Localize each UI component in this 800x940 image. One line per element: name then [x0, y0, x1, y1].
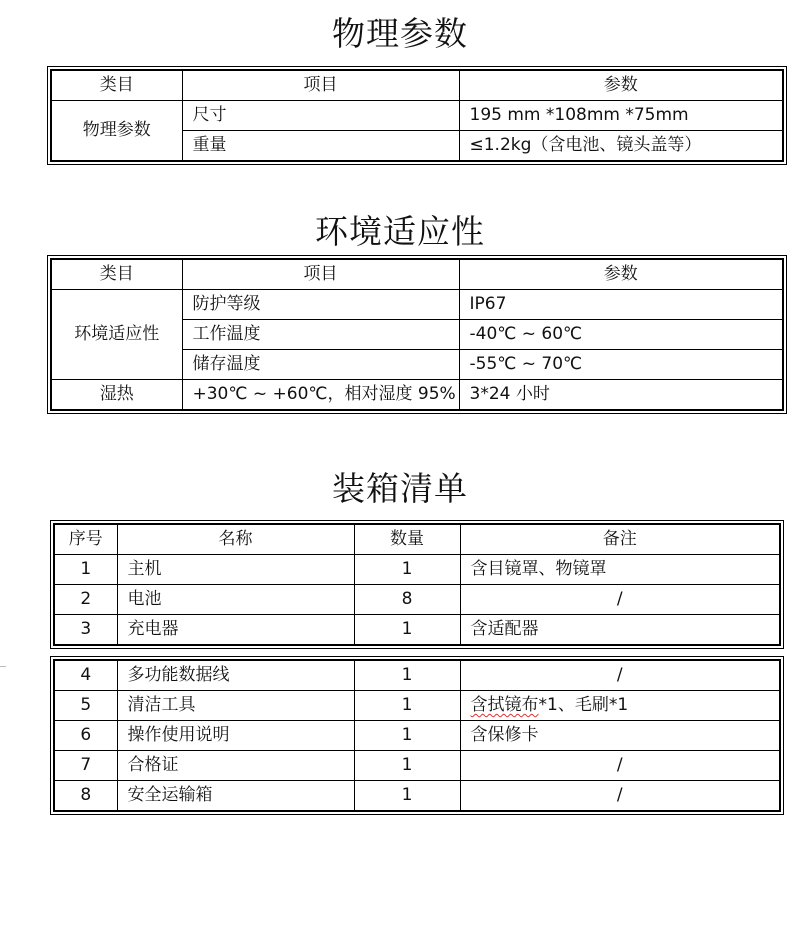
table-row — [54, 781, 780, 812]
physical-table — [47, 66, 787, 165]
item-cell: 储存温度 — [182, 350, 459, 380]
no-cell: 7 — [54, 751, 117, 781]
note-cell: / — [460, 751, 780, 781]
physical-title: 物理参数 — [332, 14, 468, 53]
value-cell: 3*24 小时 — [459, 380, 783, 411]
note-cell: 含目镜罩、物镜罩 — [460, 555, 780, 585]
table-row — [51, 380, 783, 411]
header-category: 类目 — [51, 70, 182, 101]
item-cell: 重量 — [182, 131, 459, 162]
table-row — [54, 615, 780, 646]
name-cell: 操作使用说明 — [117, 721, 354, 751]
category-cell: 环境适应性 — [51, 290, 182, 380]
header-no: 序号 — [54, 524, 117, 555]
qty-cell: 8 — [354, 585, 460, 615]
category-cell: 湿热 — [51, 380, 182, 411]
qty-cell: 1 — [354, 691, 460, 721]
qty-cell: 1 — [354, 615, 460, 646]
no-cell: 8 — [54, 781, 117, 812]
table-header-row — [54, 524, 780, 555]
name-cell: 安全运输箱 — [117, 781, 354, 812]
spellcheck-underlined-text: 含拭镜布 — [470, 695, 539, 715]
item-cell: 工作温度 — [182, 320, 459, 350]
header-note: 备注 — [460, 524, 780, 555]
packing-title: 装箱清单 — [332, 469, 468, 508]
no-cell: 4 — [54, 660, 117, 691]
packing-table-part-2 — [50, 656, 784, 815]
value-cell: -40℃ ~ 60℃ — [459, 320, 783, 350]
no-cell: 1 — [54, 555, 117, 585]
header-value: 参数 — [459, 70, 783, 101]
qty-cell: 1 — [354, 660, 460, 691]
packing-table-part-1 — [50, 520, 784, 649]
qty-cell: 1 — [354, 781, 460, 812]
environment-title: 环境适应性 — [315, 212, 485, 251]
no-cell: 5 — [54, 691, 117, 721]
name-cell: 合格证 — [117, 751, 354, 781]
table-row — [54, 691, 780, 721]
qty-cell: 1 — [354, 555, 460, 585]
table-row — [54, 751, 780, 781]
note-cell: / — [460, 585, 780, 615]
name-cell: 电池 — [117, 585, 354, 615]
name-cell: 主机 — [117, 555, 354, 585]
value-cell: ≤1.2kg（含电池、镜头盖等） — [459, 131, 783, 162]
note-cell: / — [460, 660, 780, 691]
table-row — [54, 660, 780, 691]
value-cell: -55℃ ~ 70℃ — [459, 350, 783, 380]
header-value: 参数 — [459, 259, 783, 290]
value-cell: IP67 — [459, 290, 783, 320]
category-cell: 物理参数 — [51, 101, 182, 162]
header-item: 项目 — [182, 259, 459, 290]
note-cell: / — [460, 781, 780, 812]
table-header-row — [51, 70, 783, 101]
name-cell: 充电器 — [117, 615, 354, 646]
note-cell: 含保修卡 — [460, 721, 780, 751]
no-cell: 3 — [54, 615, 117, 646]
qty-cell: 1 — [354, 721, 460, 751]
table-row — [54, 721, 780, 751]
header-qty: 数量 — [354, 524, 460, 555]
table-row — [54, 585, 780, 615]
item-cell: 防护等级 — [182, 290, 459, 320]
table-row — [51, 290, 783, 320]
note-cell — [460, 691, 780, 721]
table-header-row — [51, 259, 783, 290]
margin-tick — [0, 666, 6, 667]
table-row — [51, 101, 783, 131]
qty-cell: 1 — [354, 751, 460, 781]
header-name: 名称 — [117, 524, 354, 555]
no-cell: 6 — [54, 721, 117, 751]
header-item: 项目 — [182, 70, 459, 101]
name-cell: 清洁工具 — [117, 691, 354, 721]
table-row — [54, 555, 780, 585]
note-cell: 含适配器 — [460, 615, 780, 646]
item-cell: +30℃ ~ +60℃，相对湿度 95% — [182, 380, 459, 411]
item-cell: 尺寸 — [182, 101, 459, 131]
no-cell: 2 — [54, 585, 117, 615]
value-cell: 195 mm *108mm *75mm — [459, 101, 783, 131]
note-text: *1、毛刷*1 — [538, 695, 629, 715]
name-cell: 多功能数据线 — [117, 660, 354, 691]
environment-table — [47, 255, 787, 414]
header-category: 类目 — [51, 259, 182, 290]
